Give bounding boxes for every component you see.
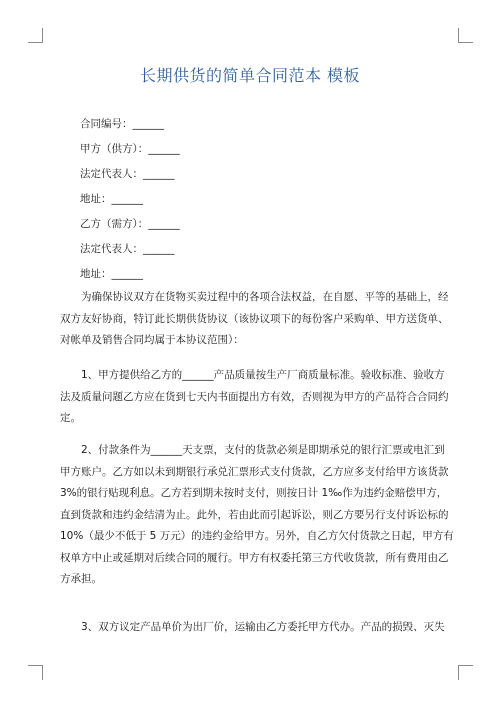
preamble-paragraph bbox=[60, 287, 449, 352]
clause-1-paragraph bbox=[60, 365, 449, 430]
paragraph-line: 1、甲方提供给乙方的______产品质量按生产厂商质量标准。验收标准、验收方 bbox=[81, 369, 445, 381]
contract-number-field: 合同编号：______ bbox=[80, 118, 164, 130]
clause-2-paragraph bbox=[60, 440, 454, 591]
corner-mark-bottom-left bbox=[28, 665, 43, 680]
party-a-representative-field: 法定代表人：______ bbox=[80, 168, 175, 180]
party-b-field: 乙方（需方）：______ bbox=[80, 218, 180, 230]
corner-mark-bottom-right bbox=[458, 665, 473, 680]
paragraph-line: 直到货款和违约金结清为止。此外，若由此而引起诉讼，则乙方要另行支付诉讼标的 bbox=[60, 508, 449, 521]
corner-mark-top-right bbox=[458, 28, 473, 43]
party-a-field: 甲方（供方）：______ bbox=[80, 143, 180, 155]
paragraph-line: 甲方账户。乙方如以未到期银行承兑汇票形式支付货款，乙方应多支付给甲方该货款 bbox=[60, 465, 449, 478]
paragraph-line: 权单方中止或延期对后续合同的履行。甲方有权委托第三方代收货款，所有费用由乙 bbox=[60, 551, 449, 564]
paragraph-line: 2、付款条件为______天支票，支付的货款必须是即期承兑的银行汇票或电汇到 bbox=[81, 444, 445, 456]
paragraph-line: 10%（最少不低于 5 万元）的违约金给甲方。另外，自乙方欠付货款之日起，甲方有 bbox=[60, 530, 454, 542]
party-b-representative-field: 法定代表人：______ bbox=[80, 243, 175, 255]
corner-mark-top-left bbox=[28, 28, 43, 43]
document-title: 长期供货的简单合同范本 模板 bbox=[139, 66, 361, 85]
paragraph-line: 法及质量问题乙方应在货到七天内书面提出方有效，否则视为甲方的产品符合合同约 bbox=[60, 390, 449, 403]
party-b-address-field: 地址：______ bbox=[80, 268, 143, 280]
paragraph-line: 为确保协议双方在货物买卖过程中的各项合法权益，在自愿、平等的基础上，经 bbox=[81, 291, 449, 303]
party-a-address-field: 地址：______ bbox=[80, 193, 143, 205]
paragraph-line: 方承担。 bbox=[60, 573, 102, 585]
paragraph-line: 定。 bbox=[60, 412, 81, 424]
paragraph-line: 3、双方议定产品单价为出厂价，运输由乙方委托甲方代办。产品的损毁、灭失 bbox=[81, 621, 445, 633]
paragraph-line: 3%的银行贴现利息。乙方若到期未按时支付，则按日计 1‰作为违约金赔偿甲方， bbox=[60, 487, 448, 499]
paragraph-line: 双方友好协商，特订此长期供货协议（该协议项下的每份客户采购单、甲方送货单、 bbox=[60, 312, 449, 325]
paragraph-line: 对帐单及销售合同均属于本协议范围）： bbox=[60, 334, 244, 346]
clause-3-paragraph bbox=[60, 617, 445, 639]
